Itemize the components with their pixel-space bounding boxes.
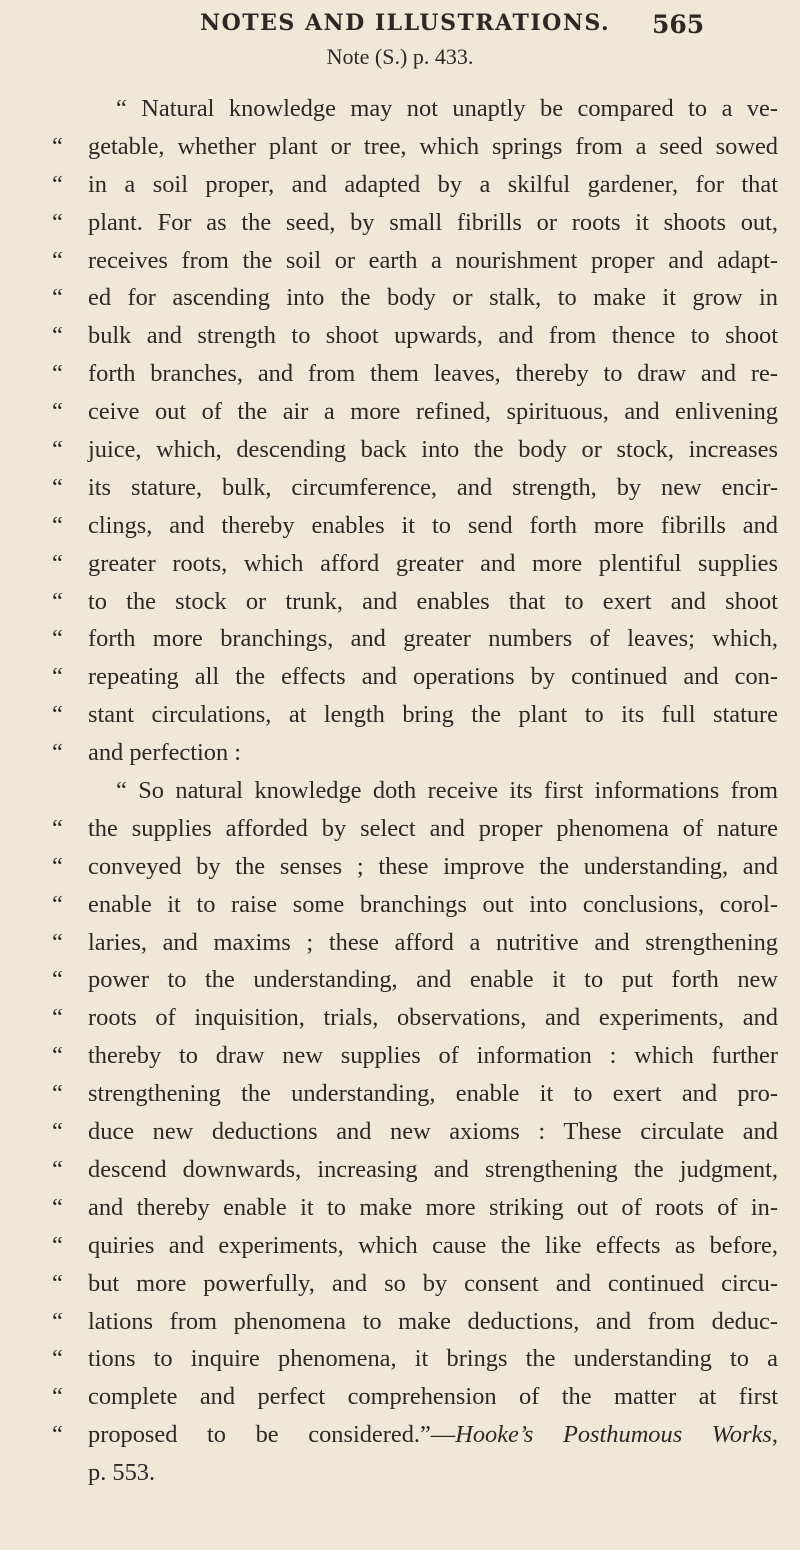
quote-mark: “ <box>52 360 63 388</box>
quote-mark: “ <box>52 928 63 956</box>
quote-mark: “ <box>52 170 63 198</box>
text-line <box>52 620 778 658</box>
text-line <box>52 1113 778 1151</box>
quote-mark: “ <box>52 1193 63 1221</box>
text-line <box>52 1075 778 1113</box>
text-line-content: ed for ascending into the body or stalk, to make it grow in <box>88 284 778 312</box>
text-line-content: receives from the soil or earth a nourishment proper and adapt- <box>88 246 778 274</box>
text-line <box>52 1227 778 1265</box>
text-line-content: complete and perfect comprehension of the matter at first <box>88 1383 778 1411</box>
quote-mark: “ <box>52 814 63 842</box>
quote-mark: “ <box>52 890 63 918</box>
text-line-content: greater roots, which afford greater and more plentiful supplies <box>88 549 778 577</box>
text-line <box>52 1416 778 1454</box>
text-line <box>52 393 778 431</box>
quote-mark: “ <box>52 1118 63 1146</box>
quote-mark: “ <box>52 1269 63 1297</box>
quote-mark: “ <box>52 1383 63 1411</box>
text-line-content: to the stock or trunk, and enables that to exert and shoot <box>88 587 778 615</box>
note-body <box>52 90 778 1492</box>
text-line <box>52 734 778 772</box>
quote-mark: “ <box>52 625 63 653</box>
text-line-content: and thereby enable it to make more striking out of roots of in- <box>88 1193 778 1221</box>
text-line <box>52 961 778 999</box>
quote-mark: “ <box>52 246 63 274</box>
text-line <box>52 431 778 469</box>
text-line: “ Natural knowledge may not unaptly be compared to a ve- <box>116 95 778 122</box>
text-line-content: strengthening the understanding, enable it to exert and pro- <box>88 1080 778 1108</box>
quote-mark: “ <box>52 549 63 577</box>
running-title: NOTES AND ILLUSTRATIONS. <box>200 10 611 36</box>
text-line <box>52 507 778 545</box>
text-line-content: juice, which, descending back into the body or stock, increases <box>88 436 778 464</box>
text-line <box>52 1340 778 1378</box>
text-line: “ So natural knowledge doth receive its first informations from <box>116 777 778 805</box>
text-line <box>52 696 778 734</box>
text-line <box>52 810 778 848</box>
quote-mark: “ <box>52 436 63 464</box>
text-line-content: getable, whether plant or tree, which springs from a seed sowed <box>88 132 778 160</box>
text-line <box>52 128 778 166</box>
running-head <box>0 10 800 40</box>
text-line-content: ceive out of the air a more refined, spirituous, and enlivening <box>88 398 778 426</box>
text-line <box>52 924 778 962</box>
text-line-content: plant. For as the seed, by small fibrills or roots it shoots out, <box>88 208 778 236</box>
quote-mark: “ <box>52 284 63 312</box>
text-line <box>52 1151 778 1189</box>
text-line-content: laries, and maxims ; these afford a nutritive and strengthening <box>88 928 778 956</box>
text-line-content: clings, and thereby enables it to send forth more fibrills and <box>88 511 778 539</box>
page-reference: p. 553. <box>88 1459 156 1487</box>
quote-mark: “ <box>52 322 63 350</box>
text-line-content: roots of inquisition, trials, observations, and experiments, and <box>88 1004 778 1032</box>
text-line <box>52 1265 778 1303</box>
text-line-content: stant circulations, at length bring the plant to its full stature <box>88 701 778 729</box>
quote-mark: “ <box>52 966 63 994</box>
quote-mark: “ <box>52 473 63 501</box>
text-line-content: quiries and experiments, which cause the like effects as before, <box>88 1231 778 1259</box>
text-line <box>52 1037 778 1075</box>
text-line-content: enable it to raise some branchings out into conclusions, corol- <box>88 890 778 918</box>
quote-mark: “ <box>52 1155 63 1183</box>
text-line <box>52 1378 778 1416</box>
text-line <box>52 1303 778 1341</box>
text-line <box>52 545 778 583</box>
text-line <box>52 658 778 696</box>
text-line-content: duce new deductions and new axioms : These circulate and <box>88 1118 778 1146</box>
text-line-content: lations from phenomena to make deductions, and from deduc- <box>88 1307 778 1335</box>
quote-mark: “ <box>52 587 63 615</box>
text-line <box>52 166 778 204</box>
note-title: Note (S.) p. 433. <box>326 44 474 69</box>
text-line <box>52 999 778 1037</box>
text-line-content: thereby to draw new supplies of information : which further <box>88 1042 778 1070</box>
text-line-content: bulk and strength to shoot upwards, and from thence to shoot <box>88 322 778 350</box>
quote-mark: “ <box>52 398 63 426</box>
quote-mark: “ <box>52 663 63 691</box>
quote-mark: “ <box>52 701 63 729</box>
quote-mark: “ <box>52 208 63 236</box>
text-line <box>52 1189 778 1227</box>
quote-mark: “ <box>52 1307 63 1335</box>
text-line-content: power to the understanding, and enable it to put forth new <box>88 966 778 994</box>
text-line <box>52 355 778 393</box>
closing-text: proposed to be considered.”— <box>88 1421 456 1449</box>
text-line-content: its stature, bulk, circumference, and strength, by new encir- <box>88 473 778 501</box>
text-line <box>52 583 778 621</box>
quote-mark: “ <box>52 852 63 880</box>
text-line-content: repeating all the effects and operations by continued and con- <box>88 663 778 691</box>
text-line <box>52 886 778 924</box>
text-line-content: conveyed by the senses ; these improve the understanding, and <box>88 852 778 880</box>
quote-mark: “ <box>52 132 63 160</box>
text-line <box>52 279 778 317</box>
text-line <box>52 469 778 507</box>
text-line-content: tions to inquire phenomena, it brings the understanding to a <box>88 1345 778 1373</box>
quote-mark: “ <box>52 1004 63 1032</box>
text-line-content: descend downwards, increasing and strengthening the judgment, <box>88 1155 778 1183</box>
quote-mark: “ <box>52 1080 63 1108</box>
quote-mark: “ <box>52 511 63 539</box>
quote-mark: “ <box>52 739 63 767</box>
text-line-content: and perfection : <box>88 739 242 767</box>
quote-mark: “ <box>52 1042 63 1070</box>
citation: Hooke’s Posthumous Works, <box>455 1421 778 1449</box>
text-line-content: in a soil proper, and adapted by a skilful gardener, for that <box>88 170 778 198</box>
text-line-content: forth more branchings, and greater numbers of leaves; which, <box>88 625 778 653</box>
quote-mark: “ <box>52 1231 63 1259</box>
text-line <box>52 848 778 886</box>
text-line-content: the supplies afforded by select and proper phenomena of nature <box>88 814 778 842</box>
text-line <box>52 242 778 280</box>
text-line-content: forth branches, and from them leaves, thereby to draw and re- <box>88 360 778 388</box>
quote-mark: “ <box>52 1345 63 1373</box>
text-line-content: but more powerfully, and so by consent and continued circu- <box>88 1269 778 1297</box>
text-line <box>52 317 778 355</box>
page-number: 565 <box>652 10 705 39</box>
text-line <box>52 204 778 242</box>
quote-mark: “ <box>52 1421 63 1449</box>
